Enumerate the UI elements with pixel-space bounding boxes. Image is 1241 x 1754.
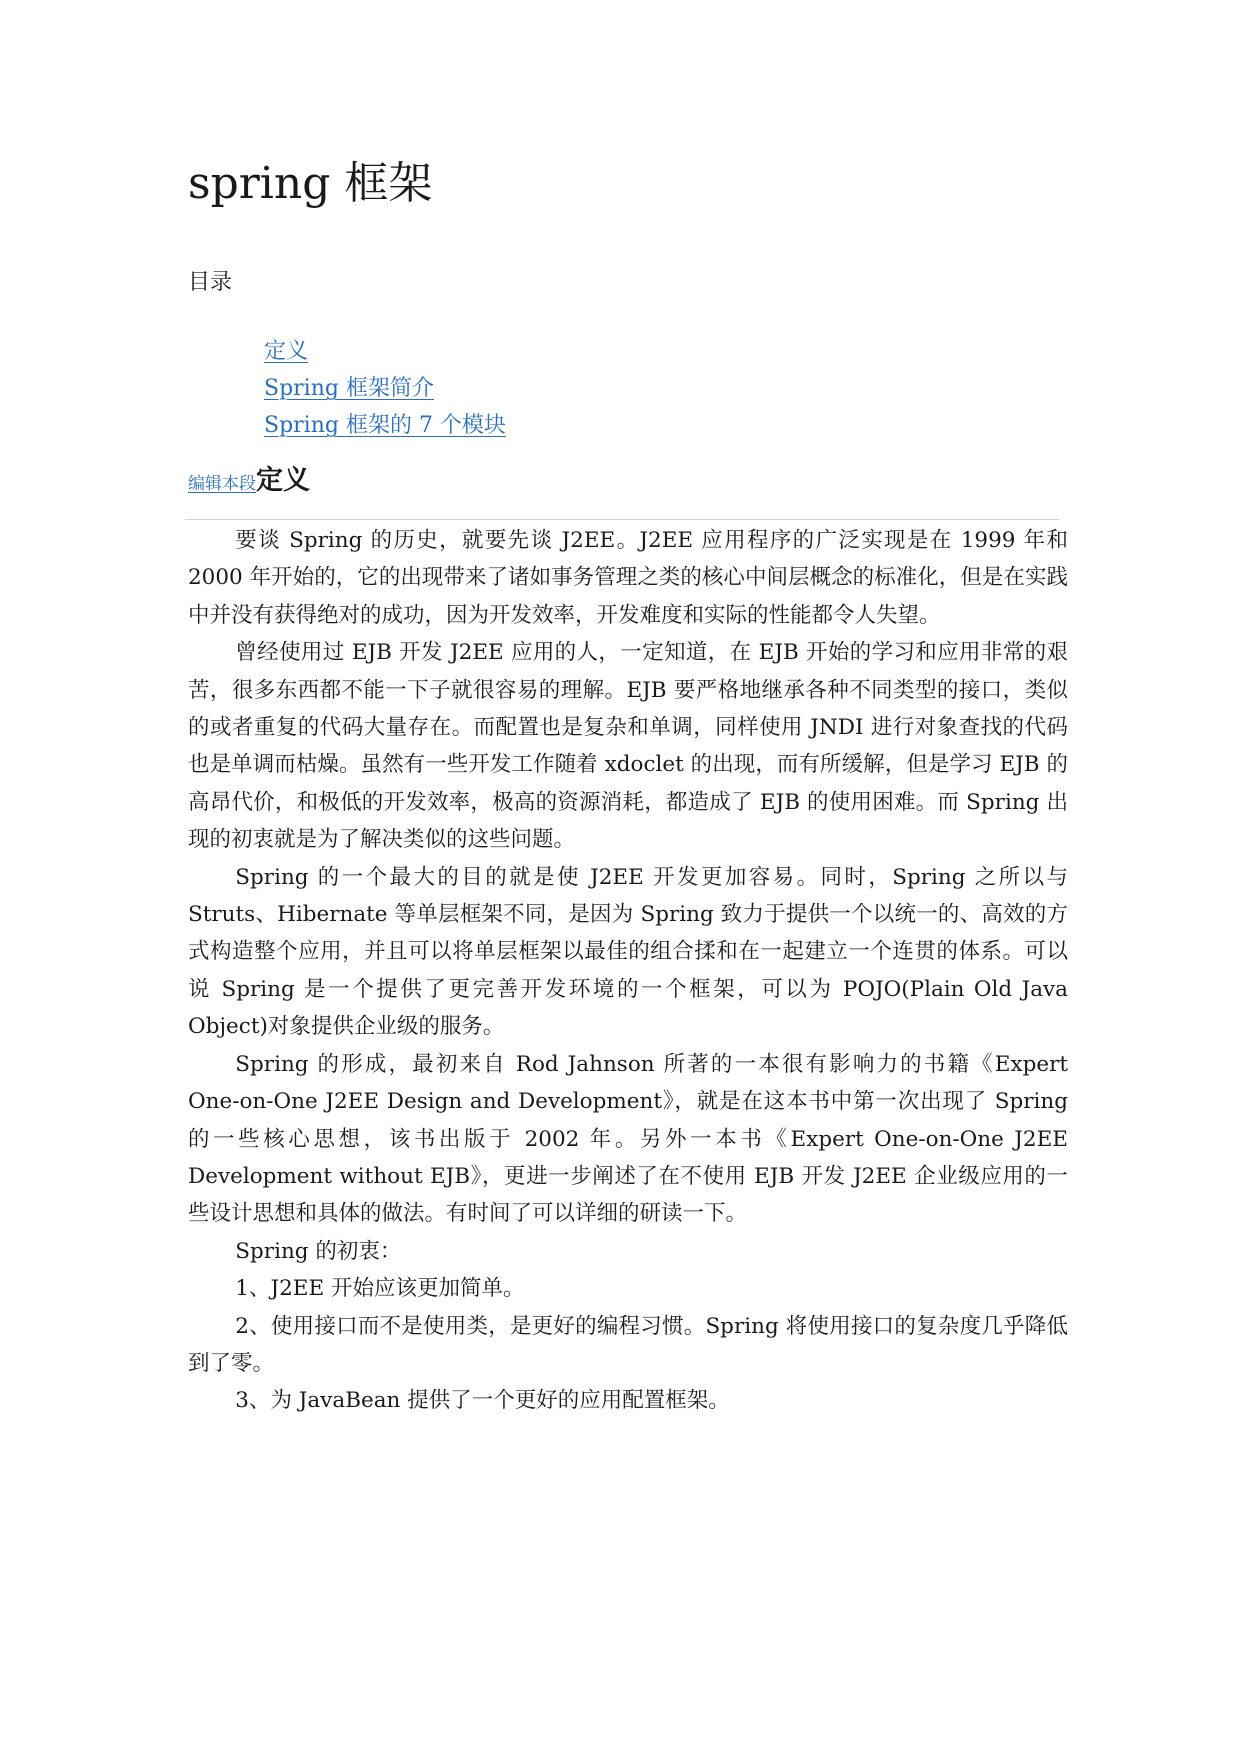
paragraph: 曾经使用过 EJB 开发 J2EE 应用的人，一定知道，在 EJB 开始的学习和应用非常的艰苦，很多东西都不能一下子就很容易的理解。EJB 要严格地继承各种不同类型的接口，类似的或者重复的代码大量存在。而配置也是复杂和单调，同样使用 JNDI 进行对象查找的代码也是单调而枯燥。虽然有一些开发工作随着 xdoclet 的出现，而有所缓解，但是学习 EJB 的高昂代价，和极低的开发效率，极高的资源消耗，都造成了 EJB 的使用困难。而 Spring 出现的初衷就是为了解决类似的这些问题。: [188, 640, 1068, 853]
list-item: 3、为 JavaBean 提供了一个更好的应用配置框架。: [235, 1388, 730, 1414]
toc-item-definition: [264, 333, 506, 370]
toc-link-seven-modules[interactable]: Spring 框架的 7 个模块: [264, 413, 506, 438]
paragraph: 要谈 Spring 的历史，就要先谈 J2EE。J2EE 应用程序的广泛实现是在 1999 年和 2000 年开始的，它的出现带来了诸如事务管理之类的核心中间层概念的标准化，但是在实践中并没有获得绝对的成功，因为开发效率，开发难度和实际的性能都令人失望。: [188, 528, 1068, 628]
toc-link-framework-intro[interactable]: Spring 框架简介: [264, 376, 434, 401]
paragraph: Spring 的形成，最初来自 Rod Jahnson 所著的一本很有影响力的书籍《Expert One-on-One J2EE Design and Development》，就是在这本书中第一次出现了 Spring 的一些核心思想，该书出版于 2002 年。另外一本书《Expert One-on-One J2EE Development without EJB》，更进一步阐述了在不使用 EJB 开发 J2EE 企业级应用的一些设计思想和具体的做法。有时间了可以详细的研读一下。: [188, 1051, 1068, 1227]
section-title: 定义: [256, 465, 310, 496]
list-item: 1、J2EE 开始应该更加简单。: [235, 1276, 525, 1302]
section-divider: [185, 519, 1059, 520]
toc-heading: 目录: [188, 270, 233, 295]
paragraph: Spring 的初衷：: [235, 1238, 402, 1264]
section-body: [188, 522, 1068, 1420]
toc-link-definition[interactable]: 定义: [264, 339, 309, 364]
toc-item-framework-intro: [264, 370, 506, 407]
page-title: spring 框架: [188, 158, 433, 209]
edit-section-link[interactable]: 编辑本段: [188, 474, 256, 494]
table-of-contents: [264, 333, 506, 444]
list-item: 2、使用接口而不是使用类，是更好的编程习惯。Spring 将使用接口的复杂度几乎降低到了零。: [188, 1313, 1068, 1376]
toc-item-seven-modules: [264, 407, 506, 444]
paragraph: Spring 的一个最大的目的就是使 J2EE 开发更加容易。同时，Spring 之所以与 Struts、Hibernate 等单层框架不同，是因为 Spring 致力于提供一个以统一的、高效的方式构造整个应用，并且可以将单层框架以最佳的组合揉和在一起建立一个连贯的体系。可以说 Spring 是一个提供了更完善开发环境的一个框架，可以为 POJO(Plain Old Java Object)对象提供企业级的服务。: [188, 864, 1068, 1040]
section-header: [188, 458, 310, 498]
